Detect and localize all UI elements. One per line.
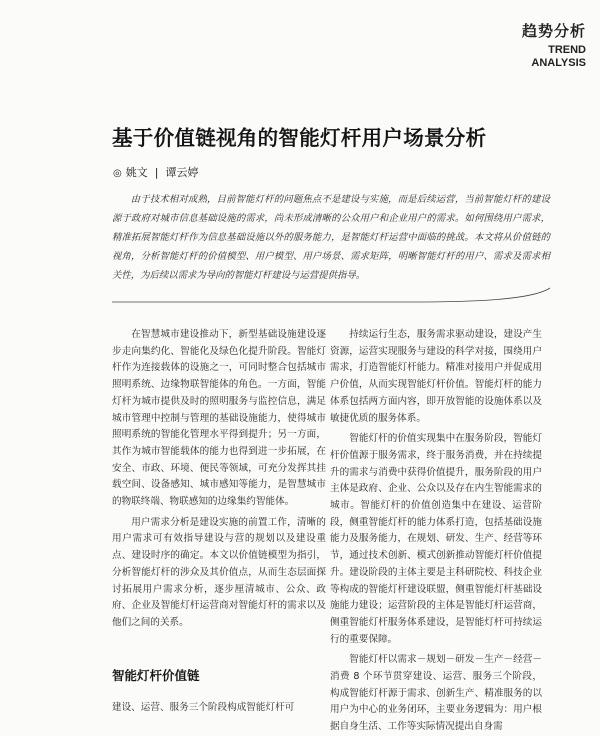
- author-1: 姚文: [125, 166, 148, 179]
- section-label: [522, 20, 586, 70]
- section-label-en-line1: TREND: [548, 44, 586, 56]
- body-paragraph: 用户需求分析是建设实施的前置工作，清晰的用户需求可有效指导建设与营的规划以及建设重点、建设时序的确定。本文以价值链模型为指引，分析智能灯杆的涉众及其价值点，从而生态层面探讨拓展用户需求分析，逐步厘清城市、公众、政府、企业及智能灯杆运营商对智能灯杆的需求以及他们之间的关系。: [112, 516, 326, 628]
- body-column-left: [112, 327, 326, 632]
- section-label-cn: 趋势分析: [521, 22, 586, 40]
- body-paragraph: 智能灯杆的价值实现集中在服务阶段，智能灯杆价值源于服务需求，终于服务消费，并在持续提升的需求与消费中获得价值提升，服务阶段的用户主体是政府、企业、公众以及存在内生智能需求的城市。智能灯杆的价值创造集中在建设、运营阶段，侧重智能灯杆的能力体系打造，包括基础设施能力及服务能力，在规划、研发、生产、经营等环节，通过技术创新、模式创新推动智能灯杆价值提升。建设阶段的主体主要是主科研院校、科技企业等构成的智能灯杆建设联盟，侧重智能灯杆基础设施能力建设；运营阶段的主体是智能灯杆运营商，侧重智能灯杆服务体系建设，是智能灯杆可持续运行的重要保障。: [330, 433, 542, 645]
- body-column-right: [330, 327, 542, 736]
- body-line: 建设、运营、服务三个阶段构成智能灯杆可: [112, 702, 295, 713]
- authors-line: [113, 164, 198, 180]
- article-title: 基于价值链视角的智能灯杆用户场景分析: [112, 126, 487, 150]
- body-paragraph: 持续运行生态，服务需求驱动建设，建设产生资源，运营实现服务与建设的科学对接，围绕用户需求，打造智能灯杆能力。精准对接用户并促成用户价值，从而实现智能灯杆价值。智能灯杆的能力体系包括两方面内容，即开放智能的设施体系以及敏捷优质的服务体系。: [330, 329, 542, 424]
- abstract: 由于技术相对成熟，目前智能灯杆的问题焦点不是建设与实施，而是后续运营，当前智能灯杆的建设源于政府对城市信息基础设施的需求，尚未形成清晰的公众用户和企业用户的需求。如何围绕用户需求，精准拓展智能灯杆作为信息基础设施以外的服务能力，是智能灯杆运营中面临的挑战。本文将从价值链的视角，分析智能灯杆的价值模型、用户模型、用户场景、需求矩阵，明晰智能灯杆的用户、需求及需求相关性，为后续以需求为导向的智能灯杆建设与运营提供指导。: [112, 194, 550, 281]
- author-separator: |: [154, 166, 159, 179]
- author-bullet-icon: ◎: [113, 168, 122, 179]
- section-heading: 智能灯杆价值链: [112, 668, 200, 683]
- author-2: 谭云婷: [165, 166, 199, 179]
- abstract-divider: [112, 286, 552, 310]
- section-label-en: [522, 44, 586, 70]
- body-paragraph: 在智慧城市建设推动下，新型基础设施建设逐步走向集约化、智能化及绿色化提升阶段。智能灯杆作为连接载体的设施之一，可同时整合包括城市照明系统、边缘物联智能体的角色。一方面，智能灯杆为城市提供及时的照明服务与监控信息，满足城市管理中控制与管理的基础设施能力，使得城市照明系统的智能化管理水平得到提升；另一方面，其作为城市智能载体的能力也得到进一步拓展，在安全、市政、环境、便民等领域，可充分发挥其挂载空间、设备感知、城市感知等能力，是智慧城市的物联终端、物联感知的边缘集约智能体。: [112, 329, 326, 508]
- section-label-en-line2: ANALYSIS: [531, 57, 586, 69]
- body-paragraph: 智能灯杆以需求－规划－研发－生产－经营－消费 8 个环节贯穿建设、运营、服务三个阶段，构成智能灯杆源于需求、创新生产、精准服务的以用户为中心的业务闭环，主要业务逻辑为：用户根据自身生活、工作等实际情况提出自身需: [330, 654, 542, 733]
